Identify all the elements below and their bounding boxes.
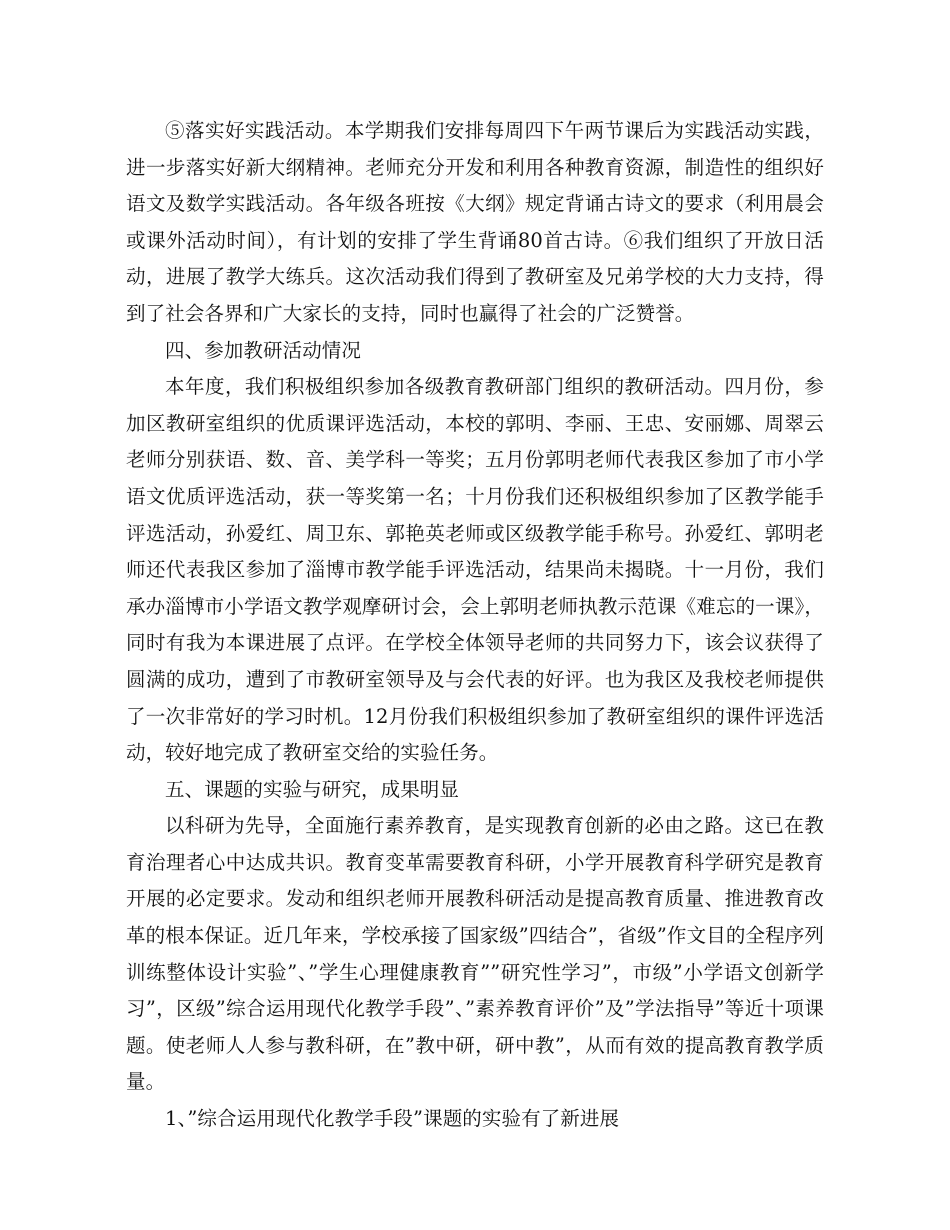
- paragraph-practice-activities: ⑤落实好实践活动。本学期我们安排每周四下午两节课后为实践活动实践，进一步落实好新大纲精神。老师充分开发和利用各种教育资源，制造性的组织好语文及数学实践活动。各年级各班按《大纲》规定背诵古诗文的要求（利用晨会或课外活动时间），有计划的安排了学生背诵80首古诗。⑥我们组织了开放日活动，进展了教学大练兵。这次活动我们得到了教研室及兄弟学校的大力支持，得到了社会各界和广大家长的支持，同时也赢得了社会的广泛赞誉。: [126, 119, 824, 325]
- paragraph-topic-research: 以科研为先导，全面施行素养教育，是实现教育创新的必由之路。这已在教育治理者心中达成共识。教育变革需要教育科研，小学开展教育科学研究是教育开展的必定要求。发动和组织老师开展教科研活动是提高教育质量、推进教育改革的根本保证。近几年来，学校承接了国家级”四结合”，省级”作文目的全程序列训练整体设计实验”、”学生心理健康教育””研究性学习”，市级”小学语文创新学习”，区级”综合运用现代化教学手段”、”素养教育评价”及”学法指导”等近十项课题。使老师人人参与教科研，在”教中研，研中教”，从而有效的提高教育教学质量。: [126, 814, 824, 1094]
- subsection-heading-modern-teaching: 1、”综合运用现代化教学手段”课题的实验有了新进展: [165, 1107, 620, 1131]
- paragraph-research-activities: 本年度，我们积极组织参加各级教育教研部门组织的教研活动。四月份，参加区教研室组织的优质课评选活动，本校的郭明、李丽、王忠、安丽娜、周翠云老师分别获语、数、音、美学科一等奖；五月份郭明老师代表我区参加了市小学语文优质评选活动，获一等奖第一名；十月份我们还积极组织参加了区教学能手评选活动，孙爱红、周卫东、郭艳英老师或区级教学能手称号。孙爱红、郭明老师还代表我区参加了淄博市教学能手评选活动，结果尚未揭晓。十一月份，我们承办淄博市小学语文教学观摩研讨会，会上郭明老师执教示范课《难忘的一课》，同时有我为本课进展了点评。在学校全体领导老师的共同努力下，该会议获得了圆满的成功，遭到了市教研室领导及与会代表的好评。也为我区及我校老师提供了一次非常好的学习时机。12月份我们积极组织参加了教研室组织的课件评选活动，较好地完成了教研室交给的实验任务。: [126, 375, 824, 765]
- section-heading-research-activities: 四、参加教研活动情况: [165, 338, 362, 362]
- section-heading-topic-research: 五、课题的实验与研究，成果明显: [165, 777, 460, 801]
